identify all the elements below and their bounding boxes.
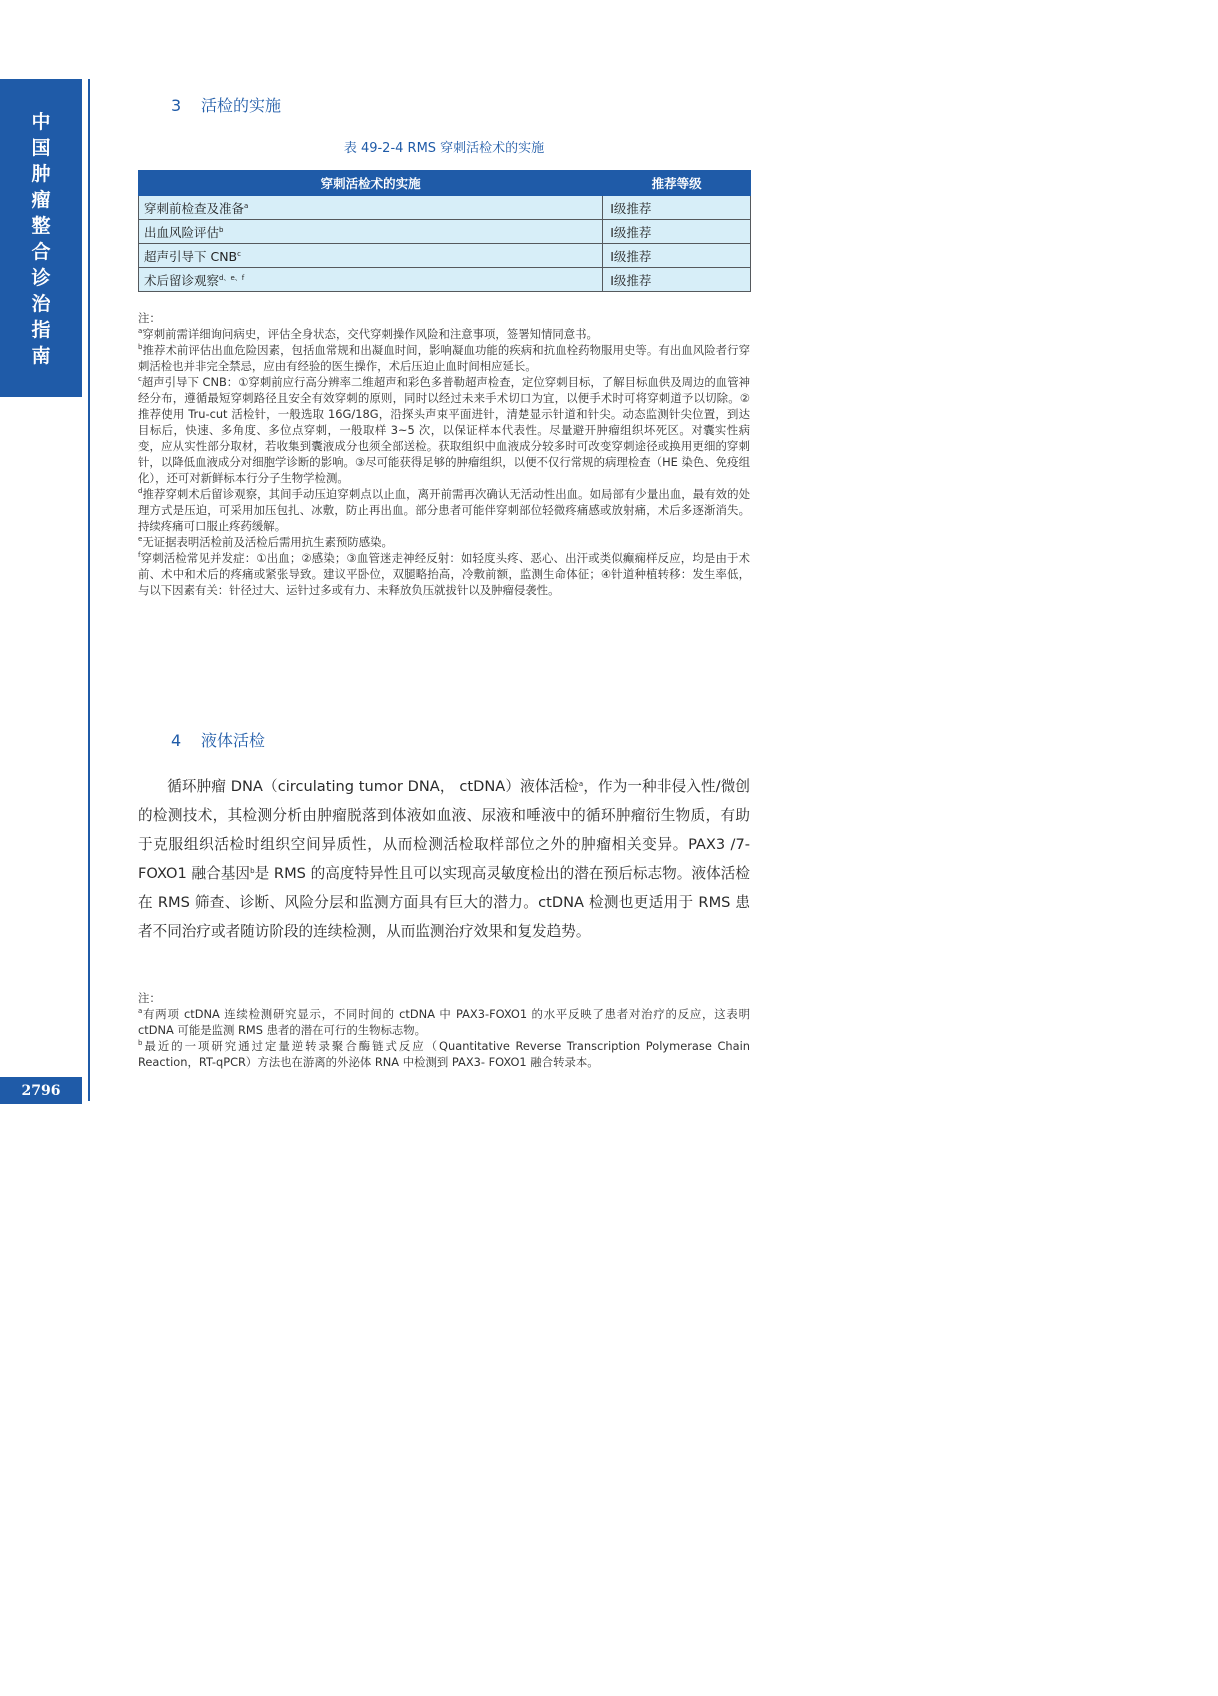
body-paragraph: 循环肿瘤 DNA（circulating tumor DNA， ctDNA）液体活检$^a$，作为一种非侵入性/微创的检测技术，其检测分析由肿瘤脱落到体液如血液、尿液和唾液中的循环肿瘤衍生物质，有助于克服组织活检时组织空间异质性，从而检测活检取样部位之外的肿瘤相关变异。PAX3 /7- FOXO1 融合基因$^b$是 RMS 的高度特异性且可以实现高灵敏度检出的潜在预后标志物。液体活检在 RMS 筛查、诊断、风险分层和监测方面具有巨大的潜力。ctDNA 检测也更适用于 RMS 患者不同治疗或者随访阶段的连续检测，从而监测治疗效果和复发趋势。: [138, 778, 751, 940]
sidebar-char: 诊: [31, 267, 51, 289]
table-row: [139, 196, 751, 220]
table-cell: 术后留诊观察$^{d、e、f}$: [139, 268, 603, 292]
table-row: [139, 244, 751, 268]
note-item: $^f$穿刺活检常见并发症：①出血；②感染；③血管迷走神经反射：如轻度头疼、恶心、出汗或类似癫痫样反应，均是由于术前、术中和术后的疼痛或紧张导致。建议平卧位，双腿略抬高，冷敷前额，监测生命体征；④针道种植转移：发生率低，与以下因素有关：针径过大、运针过多或有力、未释放负压就拔针以及肿瘤侵袭性。: [138, 551, 750, 597]
section-title: 活检的实施: [201, 96, 282, 115]
note-item: $^e$无证据表明活检前及活检后需用抗生素预防感染。: [138, 535, 393, 549]
sidebar-char: 指: [31, 319, 51, 341]
sidebar-char: 整: [31, 215, 51, 237]
sidebar-char: 瘤: [31, 189, 51, 211]
sidebar-char: 合: [31, 241, 51, 263]
note-item: $^c$超声引导下 CNB：①穿刺前应行高分辨率二维超声和彩色多普勒超声检查，定位穿刺目标，了解目标血供及周边的血管神经分布，遵循最短穿刺路径且安全有效穿刺的原则，同时以经过未来手术切口为宜，以便手术时可将穿刺道予以切除。②推荐使用 Tru-cut 活检针，一般选取 16G/18G，沿探头声束平面进针，清楚显示针道和针尖。动态监测针尖位置，到达目标后，快速、多角度、多位点穿刺，一般取样 3~5 次，以保证样本代表性。尽量避开肿瘤组织坏死区。对囊实性病变，应从实性部分取材，若收集到囊液成分也须全部送检。获取组织中血液成分较多时可改变穿刺途径或换用更细的穿刺针，以降低血液成分对细胞学诊断的影响。③尽可能获得足够的肿瘤组织，以便不仅行常规的病理检查（HE 染色、免疫组化），还可对新鲜标本行分子生物学检测。: [138, 375, 750, 485]
table-cell: 穿刺前检查及准备$^a$: [139, 196, 603, 220]
notes-label: 注：: [138, 311, 161, 325]
table-row: [139, 268, 751, 292]
table-caption: 表 49-2-4 RMS 穿刺活检术的实施: [343, 141, 545, 156]
table-header-row: [139, 171, 751, 196]
sidebar-char: 南: [31, 345, 51, 367]
section-heading: [171, 728, 265, 751]
table-row: [139, 220, 751, 244]
note-item: $^b$推荐术前评估出血危险因素，包括血常规和出凝血时间，影响凝血功能的疾病和抗血栓药物服用史等。有出血风险者行穿刺活检也并非完全禁忌，应由有经验的医生操作，术后压迫止血时间相应延长。: [138, 343, 750, 373]
recommendation-table: [138, 170, 751, 292]
sidebar-char: 国: [31, 137, 51, 159]
column-header: 穿刺活检术的实施: [139, 171, 603, 196]
sidebar-char: 治: [31, 293, 51, 315]
note-item: $^d$推荐穿刺术后留诊观察，其间手动压迫穿刺点以止血，离开前需再次确认无活动性出血。如局部有少量出血，最有效的处理方式是压迫，可采用加压包扎、冰敷，防止再出血。部分患者可能伴穿刺部位轻微疼痛感或放射痛，术后多逐渐消失。持续疼痛可口服止疼药缓解。: [138, 487, 750, 533]
column-header: 推荐等级: [603, 171, 751, 196]
section-title: 液体活检: [201, 731, 266, 750]
sidebar-char: 中: [31, 111, 51, 133]
section-number: 4: [171, 731, 182, 750]
note-item: $^b$最近的一项研究通过定量逆转录聚合酶链式反应（Quantitative Reverse Transcription Polymerase Chain Reaction，RT-qPCR）方法也在游离的外泌体 RNA 中检测到 PAX3- FOXO1 融合转录本。: [138, 1039, 750, 1069]
note-item: $^a$有两项 ctDNA 连续检测研究显示，不同时间的 ctDNA 中 PAX3-FOXO1 的水平反映了患者对治疗的反应，这表明 ctDNA 可能是监测 RMS 患者的潜在可行的生物标志物。: [138, 1007, 750, 1037]
notes-label: 注：: [138, 991, 161, 1005]
section-number: 3: [171, 96, 182, 115]
table-cell: Ⅰ级推荐: [603, 196, 751, 220]
sidebar-book-title: [0, 79, 82, 397]
table-notes: [138, 310, 750, 598]
margin-rule: [88, 79, 90, 1101]
sidebar-char: 肿: [31, 163, 51, 185]
section-heading: [171, 93, 281, 116]
paragraph-notes: [138, 990, 750, 1070]
table-cell: Ⅰ级推荐: [603, 244, 751, 268]
table-cell: Ⅰ级推荐: [603, 268, 751, 292]
note-item: $^a$穿刺前需详细询问病史，评估全身状态，交代穿刺操作风险和注意事项，签署知情同意书。: [138, 327, 598, 341]
table-cell: Ⅰ级推荐: [603, 220, 751, 244]
table-cell: 出血风险评估$^b$: [139, 220, 603, 244]
table-cell: 超声引导下 CNB$^c$: [139, 244, 603, 268]
page-number: 2796: [0, 1077, 82, 1104]
